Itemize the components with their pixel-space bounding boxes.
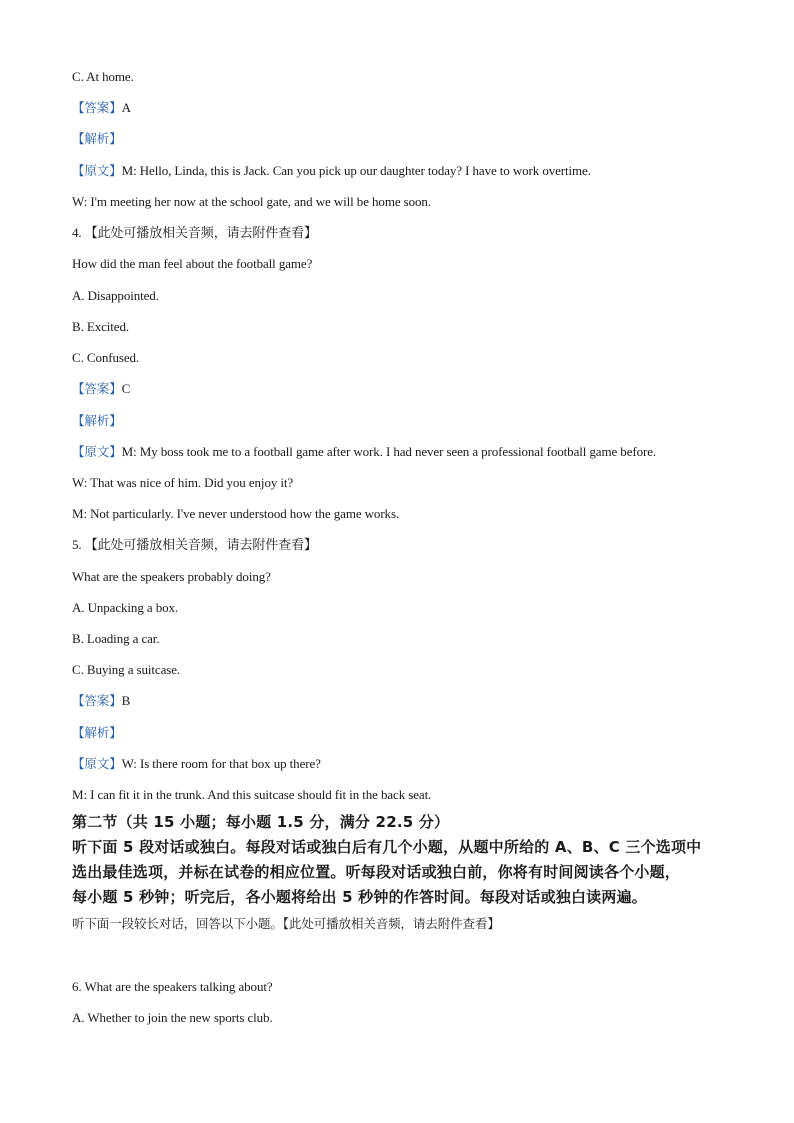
answer-label: 【答案】 <box>72 100 122 115</box>
option-b-q4: B. Excited. <box>72 319 130 334</box>
transcript-label: 【原文】 <box>72 444 122 459</box>
answer-q5 <box>72 693 130 709</box>
transcript-q3-line2: W: I'm meeting her now at the school gate, and we will be home soon. <box>72 194 431 209</box>
answer-q3 <box>72 100 131 116</box>
question-4-text: How did the man feel about the football game? <box>72 256 313 271</box>
answer-value: C <box>121 381 131 396</box>
question-6-text: 6. What are the speakers talking about? <box>72 979 273 994</box>
transcript-q4-line3: M: Not particularly. I've never understood how the game works. <box>72 506 400 521</box>
transcript-label: 【原文】 <box>72 756 122 771</box>
option-c-q3: C. At home. <box>72 69 134 84</box>
option-a-q4: A. Disappointed. <box>72 288 159 303</box>
answer-value: B <box>121 693 131 708</box>
question-4-audio[interactable]: 4. 【此处可播放相关音频，请去附件查看】 <box>72 225 317 240</box>
option-a-q6: A. Whether to join the new sports club. <box>72 1010 273 1025</box>
transcript-q5-line2: M: I can fit it in the trunk. And this suitcase should fit in the back seat. <box>72 787 432 802</box>
option-c-q4: C. Confused. <box>72 350 140 365</box>
long-dialogue-instruction[interactable]: 听下面一段较长对话，回答以下小题。【此处可播放相关音频，请去附件查看】 <box>72 916 500 931</box>
transcript-text: M: Hello, Linda, this is Jack. Can you pick up our daughter today? I have to work overtime. <box>121 163 591 178</box>
option-a-q5: A. Unpacking a box. <box>72 600 179 615</box>
answer-label: 【答案】 <box>72 693 122 708</box>
section-instructions-line1: 听下面 5 段对话或独白。每段对话或独白后有几个小题，从题中所给的 A、B、C 三个选项中 <box>72 838 702 856</box>
answer-label: 【答案】 <box>72 381 122 396</box>
analysis-label-q5: 【解析】 <box>72 725 122 740</box>
section-instructions-line3: 每小题 5 秒钟；听完后，各小题将给出 5 秒钟的作答时间。每段对话或独白读两遍。 <box>72 888 647 906</box>
option-b-q5: B. Loading a car. <box>72 631 160 646</box>
answer-value: A <box>121 100 131 115</box>
analysis-label-q4: 【解析】 <box>72 413 122 428</box>
transcript-q5-line1 <box>72 756 321 772</box>
option-c-q5: C. Buying a suitcase. <box>72 662 181 677</box>
question-5-text: What are the speakers probably doing? <box>72 569 271 584</box>
transcript-label: 【原文】 <box>72 163 122 178</box>
section-heading: 第二节（共 15 小题；每小题 1.5 分，满分 22.5 分） <box>72 813 450 831</box>
analysis-label-q3: 【解析】 <box>72 131 122 146</box>
transcript-q4-line1 <box>72 444 656 460</box>
transcript-q3-line1 <box>72 163 591 179</box>
question-5-audio[interactable]: 5. 【此处可播放相关音频，请去附件查看】 <box>72 537 317 552</box>
transcript-text: W: Is there room for that box up there? <box>121 756 321 771</box>
answer-q4 <box>72 381 130 397</box>
transcript-text: M: My boss took me to a football game after work. I had never seen a professional football game before. <box>121 444 657 459</box>
transcript-q4-line2: W: That was nice of him. Did you enjoy it? <box>72 475 294 490</box>
section-instructions-line2: 选出最佳选项，并标在试卷的相应位置。听每段对话或独白前，你将有时间阅读各个小题， <box>72 863 681 881</box>
